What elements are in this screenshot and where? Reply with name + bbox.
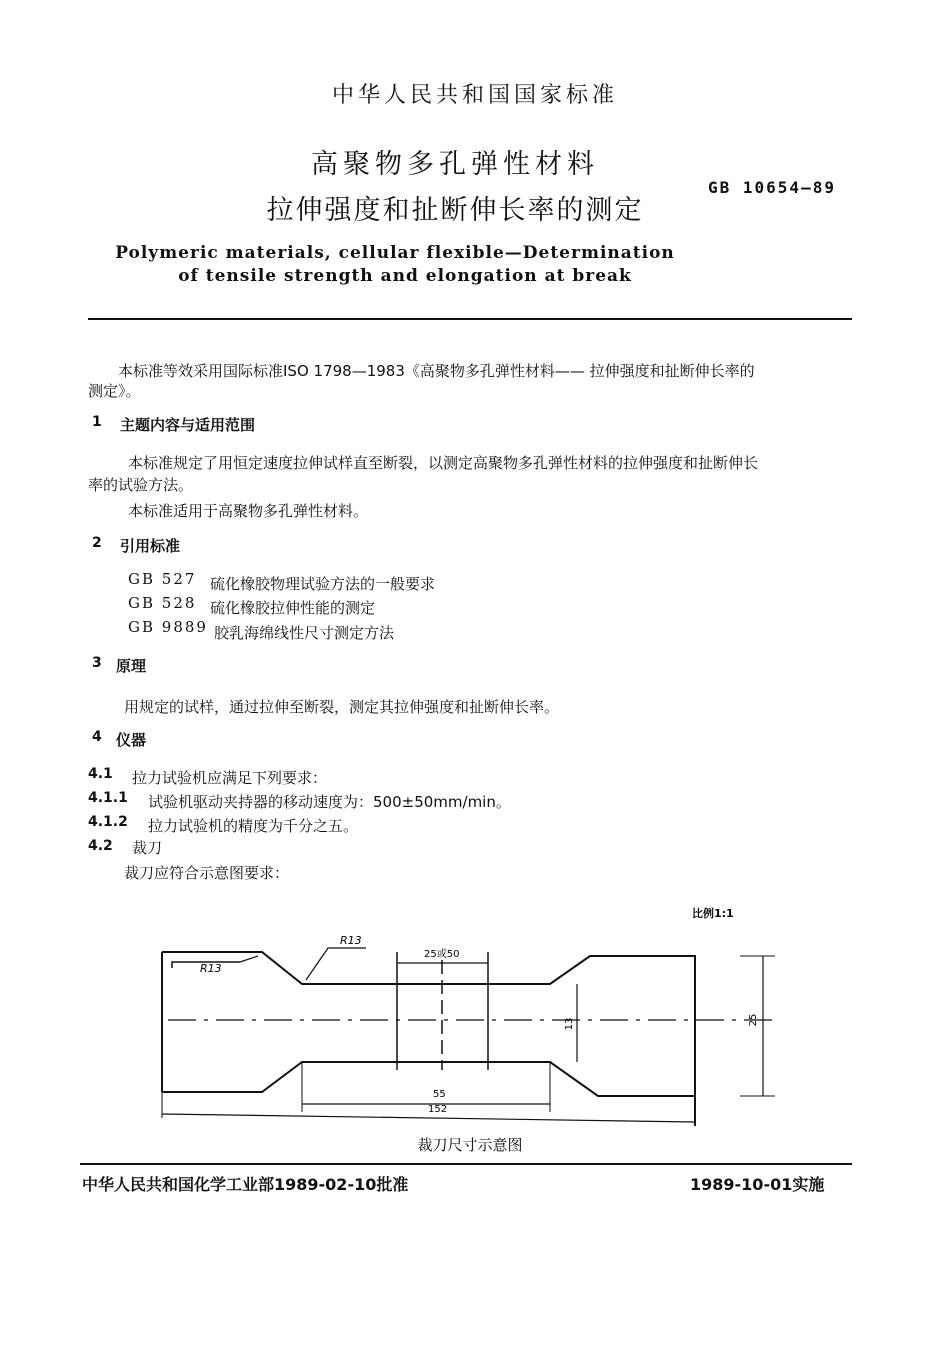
ref-code: GB 528 <box>128 594 197 612</box>
clause-text: 裁刀 <box>132 839 163 857</box>
figure-caption: 裁刀尺寸示意图 <box>417 1136 523 1154</box>
ref-code: GB 527 <box>128 570 197 588</box>
section-1-title: 主题内容与适用范围 <box>120 416 256 434</box>
cutter-requirement: 裁刀应符合示意图要求： <box>124 864 290 882</box>
issuing-body-title: 中华人民共和国国家标准 <box>331 83 618 108</box>
implementation-date: 1989-10-01实施 <box>690 1175 825 1194</box>
ref-title: 胶乳海绵线性尺寸测定方法 <box>214 624 395 642</box>
section-2-number: 2 <box>92 535 102 551</box>
dim-label-gauge: 25或50 <box>424 949 460 960</box>
clause-number: 4.1 <box>88 766 113 782</box>
dim-label-13: 13 <box>564 1017 575 1031</box>
dim-line-152 <box>162 1114 695 1122</box>
dim-label-152: 152 <box>428 1104 448 1115</box>
section-3-title: 原理 <box>116 657 147 675</box>
gauge-marks <box>397 952 488 1070</box>
scale-label: 比例1:1 <box>692 907 734 920</box>
english-title-line1: Polymeric materials, cellular flexible—Determination <box>115 243 675 263</box>
dim-label-55: 55 <box>433 1089 446 1100</box>
document-title-line1: 高聚物多孔弹性材料 <box>311 149 599 180</box>
approval-date: 中华人民共和国化学工业部1989-02-10批准 <box>82 1175 409 1194</box>
clause-text: 试验机驱动夹持器的移动速度为：500±50mm/min。 <box>148 793 511 811</box>
radius-leader-left <box>240 956 258 962</box>
intro-line1: 本标准等效采用国际标准ISO 1798—1983《高聚物多孔弹性材料—— 拉伸强度和扯断伸长率的 <box>118 362 755 380</box>
section-4-title: 仪器 <box>116 731 147 749</box>
radius-leader-top <box>306 948 366 980</box>
section-1-number: 1 <box>92 414 102 430</box>
radius-label-left: R13 <box>200 962 222 975</box>
title-divider <box>88 318 852 320</box>
clause-text: 拉力试验机的精度为千分之五。 <box>148 817 359 835</box>
cutter-diagram <box>0 890 950 1160</box>
section-1-para1-line2: 率的试验方法。 <box>88 476 194 494</box>
ref-title: 硫化橡胶物理试验方法的一般要求 <box>210 575 436 593</box>
section-3-para: 用规定的试样，通过拉伸至断裂，测定其拉伸强度和扯断伸长率。 <box>124 698 560 716</box>
clause-number: 4.1.1 <box>88 790 128 806</box>
ref-title: 硫化橡胶拉伸性能的测定 <box>210 599 376 617</box>
dim-label-25: 25 <box>748 1013 759 1027</box>
section-1-para1-line1: 本标准规定了用恒定速度拉伸试样直至断裂，以测定高聚物多孔弹性材料的拉伸强度和扯断伸长 <box>128 454 759 472</box>
radius-label-top: R13 <box>340 934 362 947</box>
document-title-line2: 拉伸强度和扯断伸长率的测定 <box>266 195 644 226</box>
intro-line2: 测定》。 <box>88 382 141 400</box>
section-4-number: 4 <box>92 729 102 745</box>
clause-text: 拉力试验机应满足下列要求： <box>132 769 328 787</box>
english-title-line2: of tensile strength and elongation at break <box>178 266 632 286</box>
section-2-title: 引用标准 <box>120 537 181 555</box>
clause-number: 4.1.2 <box>88 814 128 830</box>
footer-divider <box>80 1163 852 1165</box>
section-1-para2: 本标准适用于高聚物多孔弹性材料。 <box>128 502 369 520</box>
clause-number: 4.2 <box>88 838 113 854</box>
section-3-number: 3 <box>92 655 102 671</box>
standard-number: GB 10654—89 <box>708 178 836 197</box>
ref-code: GB 9889 <box>128 618 208 636</box>
cutter-outline <box>162 952 695 1126</box>
